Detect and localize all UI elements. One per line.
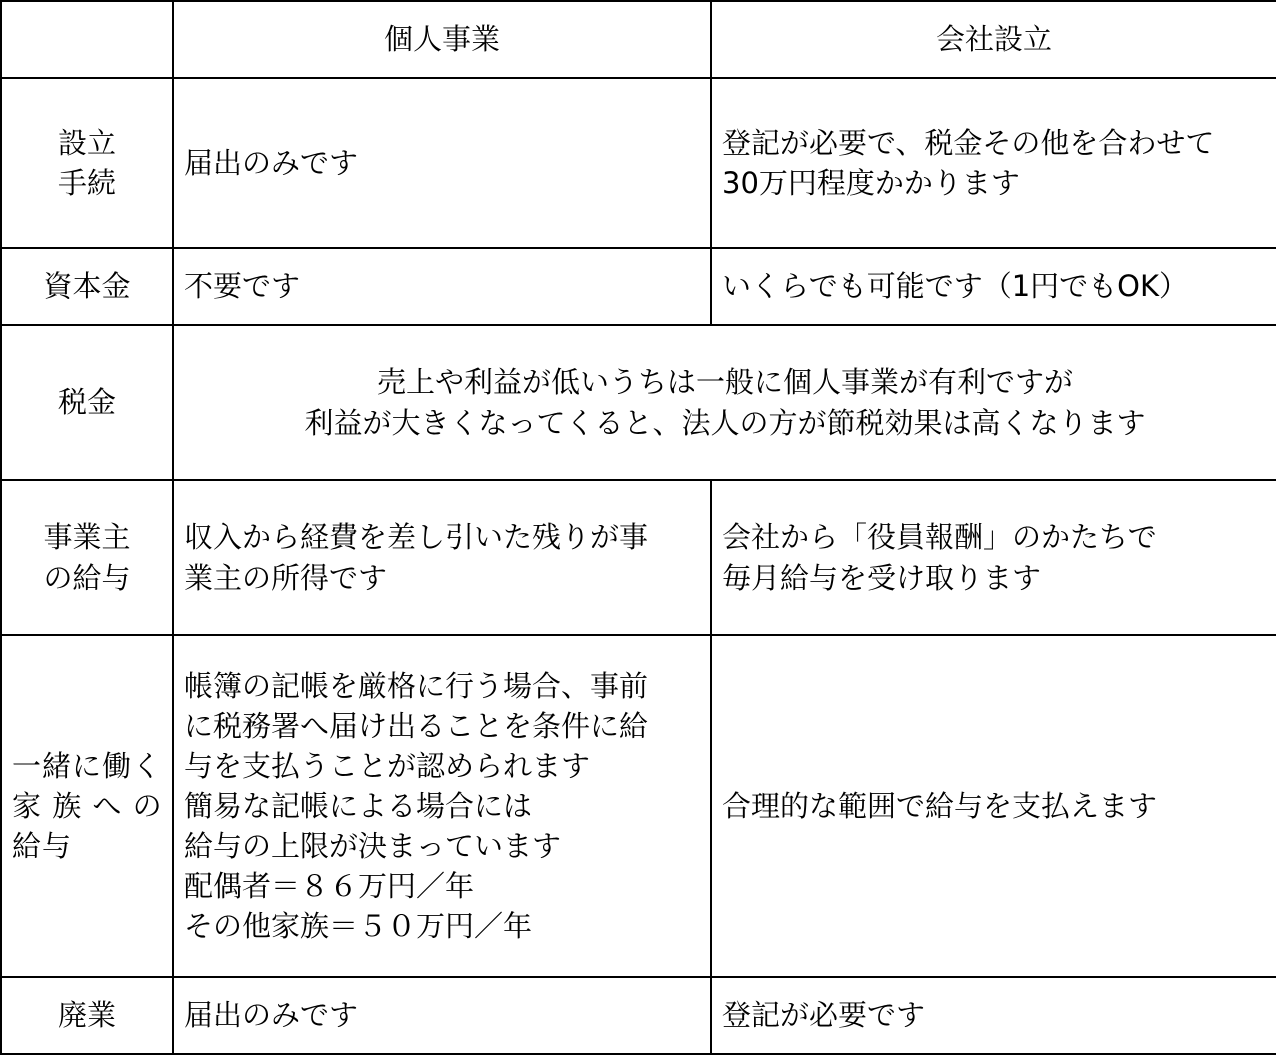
cell-tax-merged <box>173 325 1276 480</box>
cell-text-line: 利益が大きくなってくると、法人の方が節税効果は高くなります <box>304 405 1146 440</box>
row-label-owner-salary <box>1 480 173 635</box>
row-label-setup <box>1 78 173 248</box>
cell-family-salary-company <box>711 635 1276 977</box>
cell-text-line: 合理的な範囲で給与を支払えます <box>722 788 1158 823</box>
table-row-family-salary <box>1 635 1276 977</box>
cell-text-line: 30万円程度かかります <box>722 166 1020 200</box>
cell-text-line: 収入から経費を差し引いた残りが事 <box>184 520 649 555</box>
row-label-line: 事業主 <box>43 520 131 555</box>
cell-family-salary-individual <box>173 635 711 977</box>
cell-text-line: 不要です <box>184 269 301 304</box>
cell-text-line: 登記が必要です <box>722 998 926 1033</box>
header-corner-cell <box>1 1 173 78</box>
row-label-line: 廃業 <box>57 998 116 1033</box>
cell-text-line: 簡易な記帳による場合には <box>184 788 533 823</box>
row-label-line: 手続 <box>57 166 116 200</box>
row-label-family-salary <box>1 635 173 977</box>
table-row-owner-salary <box>1 480 1276 635</box>
table-row-setup <box>1 78 1276 248</box>
cell-closure-company <box>711 977 1276 1054</box>
row-label-line: 税金 <box>57 385 116 420</box>
table-row-capital <box>1 248 1276 325</box>
cell-capital-company <box>711 248 1276 325</box>
cell-owner-salary-company <box>711 480 1276 635</box>
cell-text-line: 会社から「役員報酬」のかたちで <box>722 520 1157 555</box>
cell-text-line: に税務署へ届け出ることを条件に給 <box>184 708 649 743</box>
row-label-closure <box>1 977 173 1054</box>
cell-text-line: 届出のみです <box>184 145 359 180</box>
header-company-establishment: 会社設立 <box>711 1 1276 78</box>
row-label-line: 家 族 へ の <box>12 788 163 823</box>
cell-text-line: 売上や利益が低いうちは一般に個人事業が有利ですが <box>376 365 1073 400</box>
cell-text-line: 帳簿の記帳を厳格に行う場合、事前 <box>184 668 649 703</box>
row-label-line: 資本金 <box>43 269 131 304</box>
table-header-row <box>1 1 1276 78</box>
cell-text-line: 毎月給与を受け取ります <box>722 560 1042 595</box>
cell-text-line: 給与の上限が決まっています <box>184 829 562 863</box>
cell-text-line: いくらでも可能です（1円でもOK） <box>722 269 1189 304</box>
cell-text-line: その他家族＝５０万円／年 <box>184 909 533 944</box>
cell-setup-company <box>711 78 1276 248</box>
row-label-line: 設立 <box>57 125 116 160</box>
row-label-line: の給与 <box>43 560 131 595</box>
cell-closure-individual <box>173 977 711 1054</box>
cell-owner-salary-individual <box>173 480 711 635</box>
cell-text-line: 与を支払うことが認められます <box>184 748 591 783</box>
table-row-closure <box>1 977 1276 1054</box>
header-individual-business: 個人事業 <box>173 1 711 78</box>
cell-text-line: 業主の所得です <box>184 560 388 595</box>
cell-capital-individual <box>173 248 711 325</box>
cell-text-line: 届出のみです <box>184 998 359 1033</box>
row-label-line: 一緒に働く <box>12 748 163 783</box>
table-row-tax <box>1 325 1276 480</box>
row-label-tax <box>1 325 173 480</box>
cell-setup-individual <box>173 78 711 248</box>
cell-text-line: 登記が必要で、税金その他を合わせて <box>722 125 1215 160</box>
row-label-capital <box>1 248 173 325</box>
cell-text-line: 配偶者＝８６万円／年 <box>184 869 475 904</box>
row-label-line: 給与 <box>12 829 73 863</box>
